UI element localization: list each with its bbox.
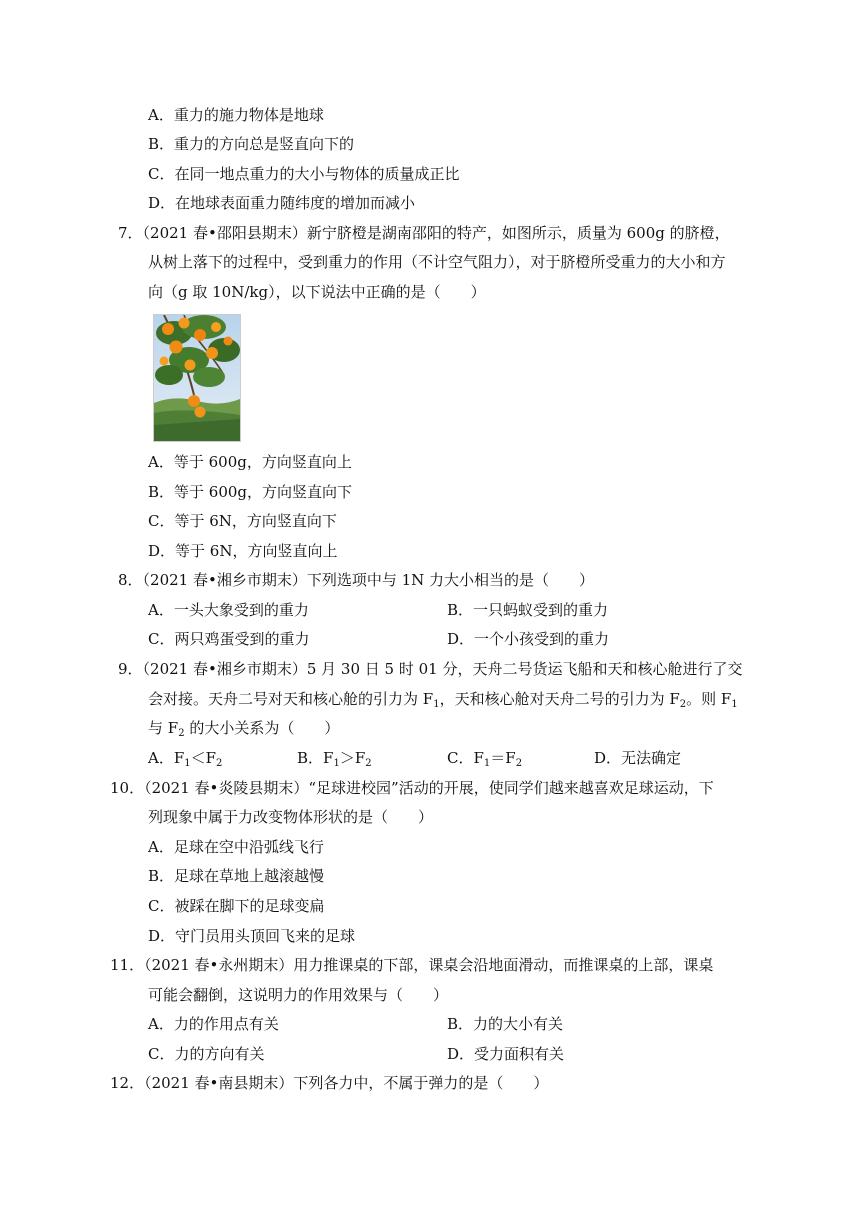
q7-option-c: C．等于 6N，方向竖直向下 (148, 512, 337, 530)
q7-option-a: A．等于 600g，方向竖直向上 (148, 453, 352, 471)
q7-option-d: D．等于 6N，方向竖直向上 (148, 542, 338, 560)
q7-stem-line3: 向（g 取 10N/kg），以下说法中正确的是（ ） (148, 283, 486, 301)
q10-stem-line1: 10．（2021 春•炎陵县期末）“足球进校园”活动的开展，使同学们越来越喜欢足球运动，下 (110, 779, 714, 797)
q11-stem-line2: 可能会翻倒，这说明力的作用效果与（ ） (148, 986, 449, 1004)
q6-option-c: C．在同一地点重力的大小与物体的质量成正比 (148, 165, 460, 183)
q11-option-b: B．力的大小有关 (447, 1015, 564, 1033)
q7-stem-line2: 从树上落下的过程中，受到重力的作用（不计空气阻力），对于脐橙所受重力的大小和方 (148, 253, 726, 271)
q8-option-d: D．一个小孩受到的重力 (447, 630, 610, 648)
q12-stem: 12．（2021 春•南县期末）下列各力中，不属于弹力的是（ ） (110, 1074, 549, 1092)
q10-option-a: A．足球在空中沿弧线飞行 (148, 838, 324, 856)
q9-option-d: D．无法确定 (594, 749, 682, 767)
q10-option-b: B．足球在草地上越滚越慢 (148, 867, 325, 885)
navel-orange-tree-image (153, 314, 241, 442)
q11-option-d: D．受力面积有关 (447, 1045, 565, 1063)
q11-option-a: A．力的作用点有关 (148, 1015, 279, 1033)
q9-option-c: C．$F_1=F_2$ (447, 749, 523, 769)
q7-stem-line1: 7．（2021 春•邵阳县期末）新宁脐橙是湖南邵阳的特产，如图所示，质量为 600g 的脐橙， (118, 224, 730, 242)
q9-stem-line1: 9．（2021 春•湘乡市期末）5 月 30 日 5 时 01 分，天舟二号货运飞船和天和核心舱进行了交 (118, 660, 743, 678)
q11-option-c: C．力的方向有关 (148, 1045, 265, 1063)
q7-option-b: B．等于 600g，方向竖直向下 (148, 483, 353, 501)
q8-option-c: C．两只鸡蛋受到的重力 (148, 630, 310, 648)
q11-stem-line1: 11．（2021 春•永州期末）用力推课桌的下部，课桌会沿地面滑动，而推课桌的上部，课桌 (110, 956, 714, 974)
q6-option-d: D．在地球表面重力随纬度的增加而减小 (148, 194, 416, 212)
q6-option-b: B．重力的方向总是竖直向下的 (148, 135, 355, 153)
q6-option-a: A．重力的施力物体是地球 (148, 106, 324, 124)
q9-stem-line2: 会对接。天舟二号对天和核心舱的引力为 $F_1$，天和核心舱对天舟二号的引力为 $F_2$。则 $F_1$ (148, 690, 738, 710)
q9-option-b: B．$F_1>F_2$ (297, 749, 372, 769)
q8-stem: 8．（2021 春•湘乡市期末）下列选项中与 1N 力大小相当的是（ ） (118, 571, 595, 589)
q10-stem-line2: 列现象中属于力改变物体形状的是（ ） (148, 808, 434, 826)
q9-stem-line3: 与 $F_2$ 的大小关系为（ ） (148, 719, 340, 739)
q8-option-b: B．一只蚂蚁受到的重力 (447, 601, 609, 619)
q8-option-a: A．一头大象受到的重力 (148, 601, 309, 619)
q10-option-d: D．守门员用头顶回飞来的足球 (148, 927, 356, 945)
q9-option-a: A．$F_1<F_2$ (148, 749, 223, 769)
q10-option-c: C．被踩在脚下的足球变扁 (148, 897, 325, 915)
